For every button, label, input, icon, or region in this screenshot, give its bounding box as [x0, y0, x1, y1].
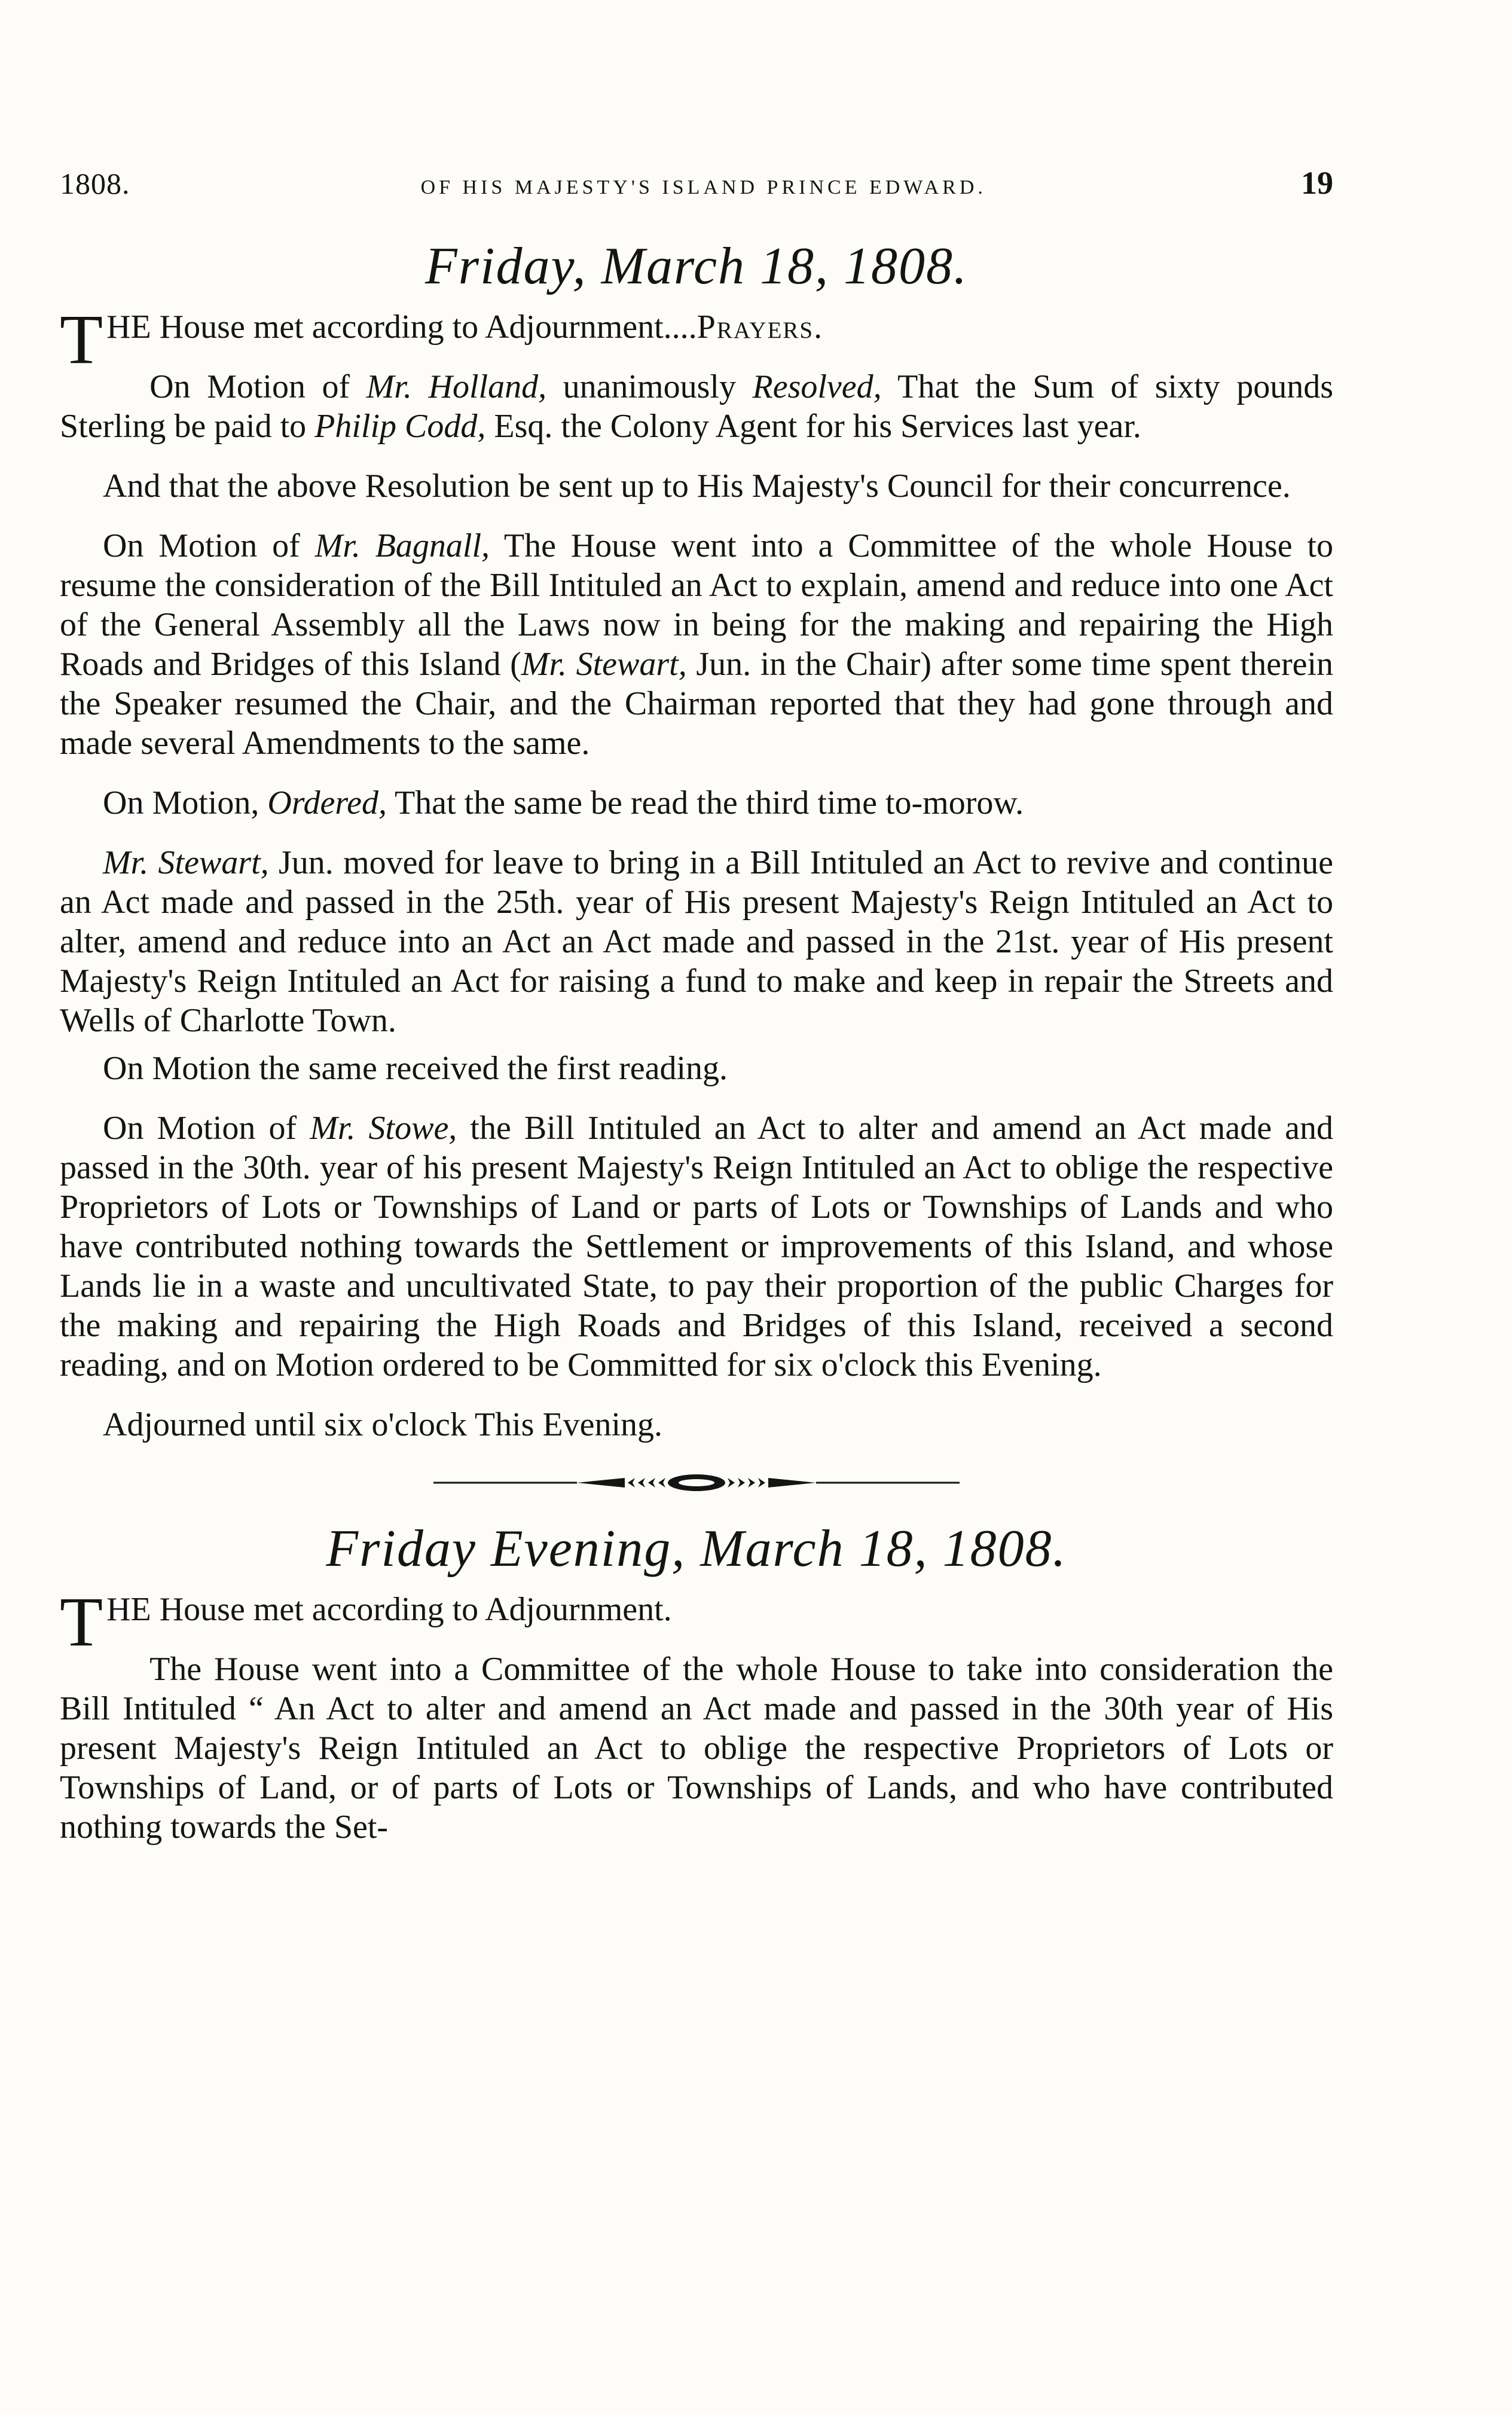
drop-cap: T	[60, 1583, 103, 1661]
text-span: On Motion of	[149, 368, 366, 405]
paragraph-holland-motion	[60, 367, 1333, 446]
paragraph-stewart-motion	[60, 843, 1333, 1040]
paragraph-ordered-third-reading	[60, 783, 1333, 823]
text-span: unanimously	[546, 368, 753, 405]
member-name: Mr. Stowe,	[310, 1110, 457, 1147]
text-span: The House went into a Committee of the whole House to resume the consideration of the Bill Intituled an Act to explain, amend and reduce into one Act of the General Assembly all the Laws now in being for the making and repairing the High Roads and Bridges of this Island (	[60, 527, 1334, 683]
ornament-rule-icon	[427, 1471, 966, 1495]
text-span: On Motion of	[103, 1110, 310, 1147]
paragraph-adjourned: Adjourned until six o'clock This Evening.	[103, 1406, 663, 1443]
person-name: Philip Codd,	[314, 408, 486, 445]
paragraph-committee-consideration: The House went into a Committee of the whole House to take into consideration the Bill Intituled “ An Act to alter and amend an Act made and passed in the 30th year of His present Majesty's Reign Intituled an Act to oblige the respective Proprietors of Lots or Townships of Land, or of parts of Lots or Townships of Lands, and who have contributed nothing towards the Set-	[60, 1651, 1333, 1846]
text-span: On Motion,	[103, 784, 268, 821]
text-span: the Bill Intituled an Act to alter and amend an Act made and passed in the 30th. year of his present Majesty's Reign Intituled an Act to oblige the respective Proprietors of Lots or Townships of Land or parts of Lots or Townships of Lands and who have contributed nothing towards the Settlement or improvements of this Island, and whose Lands lie in a waste and uncultivated State, to pay their proportion of the public Charges for the making and repairing the High Roads and Bridges of this Island, received a second reading, and on Motion ordered to be Committed for six o'clock this Evening.	[60, 1110, 1333, 1383]
text-span: Jun. moved for leave to bring in a Bill Intituled an Act to revive and continue an Act made and passed in the 25th. year of His present Majesty's Reign Intituled an Act to alter, amend and reduce into an Act an Act made and passed in the 21st. year of His present Majesty's Reign Intituled an Act for raising a fund to make and keep in repair the Streets and Wells of Charlotte Town.	[60, 844, 1333, 1039]
paragraph-bagnall-motion	[60, 526, 1333, 763]
text-span: Jun. in the Chair) after some time spent therein the Speaker resumed the Chair, and the Chairman reported that they had gone through and made several Amendments to the same.	[60, 646, 1333, 762]
ordered-word: Ordered,	[267, 784, 387, 821]
paragraph-stowe-motion	[60, 1108, 1333, 1385]
text-span: Esq. the Colony Agent for his Services last year.	[485, 408, 1141, 445]
prayers-label: Prayers.	[697, 309, 824, 346]
section-heading-friday: Friday, March 18, 1808.	[425, 237, 968, 295]
page-content	[60, 236, 1333, 1867]
drop-cap: T	[60, 300, 103, 378]
evening-opening-paragraph	[60, 1583, 1333, 1661]
paragraph-first-reading: On Motion the same received the first reading.	[103, 1050, 728, 1087]
member-name: Mr. Bagnall,	[314, 527, 490, 564]
resolved-word: Resolved,	[752, 368, 882, 405]
running-head-year: 1808.	[60, 167, 130, 200]
member-name: Mr. Stewart,	[103, 844, 269, 881]
section-heading-friday-evening: Friday Evening, March 18, 1808.	[326, 1520, 1067, 1578]
opening-text: HE House met according to Adjournment....	[106, 309, 697, 346]
ornament-divider	[60, 1465, 1333, 1501]
opening-paragraph	[60, 300, 1333, 378]
member-name: Mr. Holland,	[366, 368, 547, 405]
paragraph-resolution-council: And that the above Resolution be sent up to His Majesty's Council for their concurrence.	[103, 468, 1291, 505]
running-head-title: OF HIS MAJESTY'S ISLAND PRINCE EDWARD.	[420, 176, 986, 198]
running-head	[60, 164, 1333, 206]
member-name: Mr. Stewart,	[521, 646, 687, 683]
page-number: 19	[1301, 165, 1333, 201]
text-span: That the Sum of sixty pounds Sterling be paid to	[60, 368, 1334, 445]
text-span: That the same be read the third time to-morow.	[386, 784, 1024, 821]
text-span: On Motion of	[103, 527, 315, 564]
opening-text: HE House met according to Adjournment.	[106, 1591, 672, 1628]
